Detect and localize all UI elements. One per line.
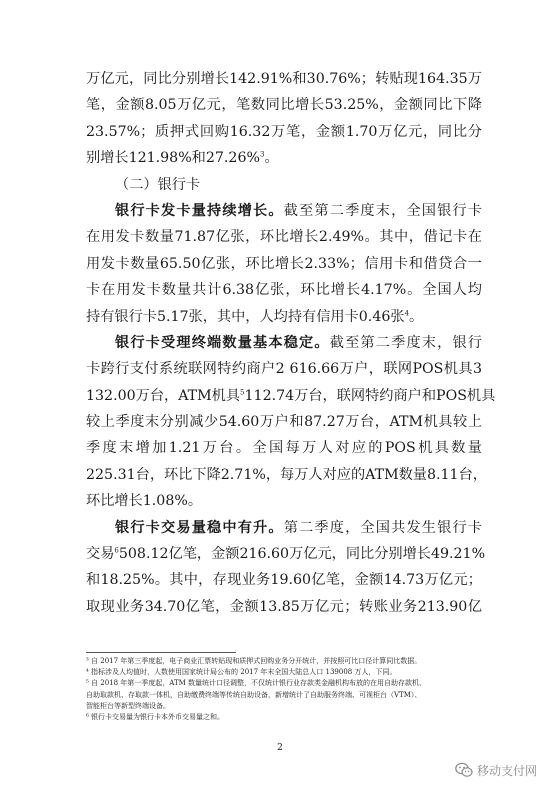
text-line: 较上季度末分别减少54.60万户和87.27万台，ATM机具较上 (86, 414, 482, 431)
text-line: 环比增长1.08%。 (86, 493, 203, 510)
footnote-ref: 4 (404, 308, 410, 317)
text-line: 132.00万台，ATM机具$^5$112.74万台，联网特约商户和POS机具 (86, 387, 496, 404)
footnote: ⁴ 指标涉及人均值时，人数使用国家统计局公布的 2017 年末全国大陆总人口 139008 万人，下同。 (86, 668, 397, 677)
footnote: 自助取款机、存取款一体机，自助缴费终端等传统自助设备，新增统计了自助服务终端、可视柜台（VTM）、 (86, 690, 422, 699)
body-text (86, 66, 496, 620)
paragraph-lead: 银行卡发卡量持续增长。 (115, 202, 284, 219)
text-line: 在用发卡数量71.87亿张，环比增长2.49%。其中，借记卡在 (86, 229, 482, 246)
footnote-ref: 5 (240, 387, 245, 396)
watermark-text: 移动支付网 (477, 763, 538, 778)
wechat-logo-icon (455, 762, 473, 778)
footnote: ⁶ 银行卡交易量为银行卡本外币交易量之和。 (86, 713, 225, 722)
footnote-divider (86, 652, 236, 653)
footnote-ref: 6 (114, 546, 119, 555)
footnote-ref: 3 (259, 150, 265, 159)
text-line: 季度末增加1.21万台。全国每万人对应的POS机具数量 (86, 440, 482, 457)
text-line: 取现业务34.70亿笔，金额13.85万亿元；转账业务213.90亿 (86, 598, 482, 615)
section-heading: （二）银行卡 (115, 176, 201, 193)
text-line: 225.31台，环比下降2.71%，每万人对应的ATM数量8.11台， (86, 466, 487, 483)
footnote: ⁵ 自 2018 年第一季度起，ATM 数量统计口径调整，不仅统计银行业存款类金融机构布放的在用自助存款机、 (86, 679, 427, 688)
text-line: 银行卡受理终端数量基本稳定。截至第二季度末，银行 (115, 334, 482, 351)
text-line: 23.57%；质押式回购16.32万笔，金额1.70万亿元，同比分 (86, 123, 482, 140)
watermark (455, 760, 537, 780)
text-line: 万亿元，同比分别增长142.91%和30.76%；转贴现164.35万 (86, 71, 482, 87)
text-line: 笔，金额8.05万亿元，笔数同比增长53.25%，金额同比下降 (86, 97, 482, 114)
text-line: 银行卡交易量稳中有升。第二季度，全国共发生银行卡 (115, 519, 482, 536)
footnote: 智能柜台等新型终端设备。 (86, 701, 170, 710)
text-line: 别增长121.98%和27.26%$^3$。 (86, 150, 279, 167)
footnote: ³ 自 2017 年第三季度起，电子商业汇票转贴现和质押式回购业务分开统计，并按照可比口径计算同比数据。 (86, 657, 422, 665)
page-number: 2 (277, 743, 283, 753)
paragraph-lead: 银行卡交易量稳中有升。 (115, 519, 284, 536)
footnotes (86, 656, 486, 723)
text-line: 持有银行卡5.17张，其中，人均持有信用卡0.46张$^4$。 (86, 308, 424, 325)
text-line: 卡跨行支付系统联网特约商户2 616.66万户，联网POS机具3 (86, 361, 482, 378)
text-line: 卡在用发卡数量共计6.38亿张，环比增长4.17%。全国人均 (86, 282, 482, 299)
text-line: 交易$^6$508.12亿笔，金额216.60万亿元，同比分别增长49.21% (86, 546, 486, 563)
paragraph-lead: 银行卡受理终端数量基本稳定。 (115, 334, 330, 351)
text-line: 用发卡数量65.50亿张，环比增长2.33%；信用卡和借贷合一 (86, 255, 482, 272)
text-line: 和18.25%。其中，存现业务19.60亿笔，金额14.73万亿元； (86, 572, 482, 589)
text-line: 银行卡发卡量持续增长。截至第二季度末，全国银行卡 (115, 202, 482, 219)
